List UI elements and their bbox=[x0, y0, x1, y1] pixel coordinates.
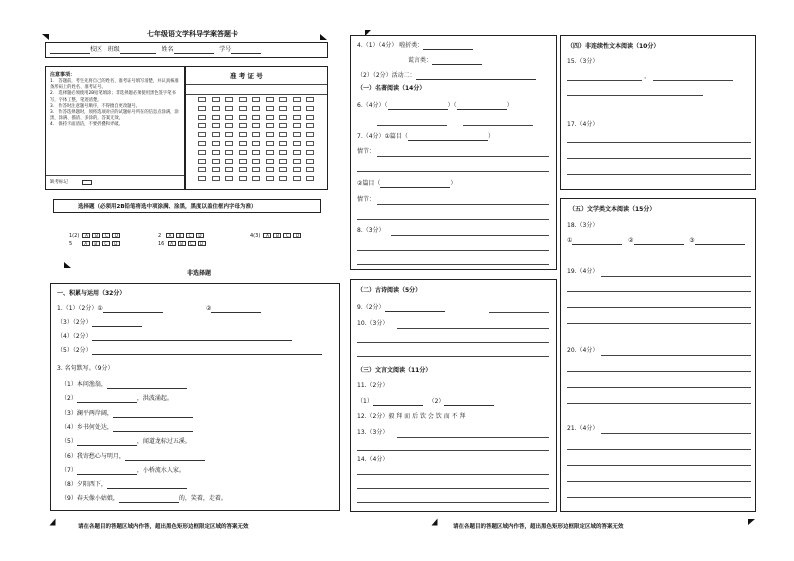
exam-id-bubble[interactable] bbox=[252, 159, 260, 164]
exam-id-bubble[interactable] bbox=[239, 97, 247, 102]
corner-mark-ml bbox=[64, 262, 71, 268]
exam-id-bubble[interactable] bbox=[293, 150, 301, 155]
sec-d-title: （四）非连续性文本阅读（10分） bbox=[567, 43, 660, 50]
exam-id-bubble[interactable] bbox=[293, 167, 301, 172]
exam-id-bubble[interactable] bbox=[198, 176, 206, 181]
exam-id-bubble[interactable] bbox=[293, 159, 301, 164]
exam-id-bubble[interactable] bbox=[252, 115, 260, 120]
answer-blank[interactable] bbox=[113, 425, 193, 432]
exam-id-bubble[interactable] bbox=[266, 141, 274, 146]
exam-id-bubble[interactable] bbox=[306, 106, 314, 111]
exam-id-bubble[interactable] bbox=[239, 115, 247, 120]
poem-line-label: （6）我寄愁心与明月， bbox=[61, 452, 125, 460]
exam-id-bubble[interactable] bbox=[306, 150, 314, 155]
exam-id-bubble[interactable] bbox=[239, 132, 247, 137]
exam-id-bubble[interactable] bbox=[198, 97, 206, 102]
choice-option[interactable]: C bbox=[283, 233, 291, 238]
section1-box bbox=[50, 283, 340, 511]
exam-id-bubble[interactable] bbox=[239, 141, 247, 146]
middle-top-box: 4.（1）（4分） 啦折类： 谎言类： （2）（2分）活动二： （一）名著阅读（14分） 6.（4分）（ ）（ ） 7.（4分）①篇目（ ） 情节： ②篇目（ ） 情节： 8.（3分） bbox=[350, 35, 557, 270]
sheet-title: 七年级语文学科导学案答题卡 bbox=[147, 30, 238, 38]
exam-id-bubble[interactable] bbox=[266, 115, 274, 120]
absent-checkbox[interactable] bbox=[82, 180, 92, 185]
choice-option[interactable]: B bbox=[178, 241, 186, 246]
sec-b-title: （二）古诗阅读（5分） bbox=[357, 287, 422, 294]
choice-option[interactable]: C bbox=[188, 241, 196, 246]
exam-id-bubble[interactable] bbox=[279, 97, 287, 102]
choice-q: 4(3) bbox=[250, 233, 261, 239]
nonchoice-title: 非选择题 bbox=[187, 270, 212, 277]
exam-id-bubble[interactable] bbox=[293, 115, 301, 120]
choice-option[interactable]: C bbox=[102, 233, 110, 238]
q18-label: 18.（3分） bbox=[567, 222, 599, 229]
exam-id-bubble[interactable] bbox=[293, 176, 301, 181]
poem-line bbox=[61, 410, 193, 418]
exam-id-bubble[interactable] bbox=[279, 159, 287, 164]
exam-id-bubble[interactable] bbox=[252, 123, 260, 128]
notice-item: 3. 作答时注意题号顺序，不得擅自更改题号。 bbox=[50, 103, 141, 109]
exam-id-bubble[interactable] bbox=[293, 97, 301, 102]
exam-id-bubble[interactable] bbox=[279, 176, 287, 181]
q15-label: 15.（3分） bbox=[567, 58, 599, 65]
footer-note-right: 请在各题目的答题区域内作答，超出黑色矩形边框限定区域的答案无效 bbox=[453, 524, 624, 530]
exam-id-bubble[interactable] bbox=[252, 106, 260, 111]
exam-id-bubble[interactable] bbox=[225, 115, 233, 120]
q8-label: 8.（3分） bbox=[357, 227, 385, 234]
poem-line-tail: 的，笑着，走着。 bbox=[178, 495, 227, 503]
poem-line bbox=[61, 438, 191, 446]
choice-option[interactable]: D bbox=[112, 241, 120, 246]
right-top-box: （四）非连续性文本阅读（10分） 15.（3分） 、 17.（4分） bbox=[560, 35, 756, 190]
exam-id-bubble[interactable] bbox=[198, 123, 206, 128]
exam-id-bubble[interactable] bbox=[225, 132, 233, 137]
exam-id-box bbox=[185, 66, 328, 190]
exam-id-bubble[interactable] bbox=[266, 176, 274, 181]
exam-id-bubble[interactable] bbox=[239, 106, 247, 111]
corner-mark-tl bbox=[42, 34, 49, 40]
exam-id-bubble[interactable] bbox=[266, 123, 274, 128]
q1-4-label: （4）（2分） bbox=[57, 333, 92, 340]
exam-id-bubble[interactable] bbox=[279, 150, 287, 155]
exam-id-bubble[interactable] bbox=[225, 159, 233, 164]
q14-label: 14.（4分） bbox=[357, 456, 389, 463]
exam-id-bubble[interactable] bbox=[252, 97, 260, 102]
poem-line-label: （9）春天像小姑娘， bbox=[61, 495, 119, 503]
notice-box bbox=[45, 66, 185, 190]
exam-id-bubble[interactable] bbox=[252, 176, 260, 181]
q7-plot-label: 情节： bbox=[357, 148, 376, 155]
exam-id-bubble[interactable] bbox=[212, 132, 220, 137]
q7-label: 7.（4分）①篇目 bbox=[357, 133, 402, 140]
corner-mark-br bbox=[748, 519, 755, 525]
q4-1b-label: 谎言类： bbox=[408, 57, 433, 64]
answer-blank[interactable] bbox=[113, 411, 193, 418]
q11-label: 11.（2分） bbox=[357, 382, 389, 389]
exam-id-bubble[interactable] bbox=[212, 159, 220, 164]
q21-label: 21.（4分） bbox=[567, 425, 599, 432]
choice-option[interactable]: B bbox=[92, 233, 100, 238]
student-info-box bbox=[45, 42, 328, 58]
exam-id-bubble[interactable] bbox=[306, 115, 314, 120]
q18-mark: ① bbox=[567, 237, 573, 244]
poem-line-label: （7） bbox=[61, 466, 77, 474]
poem-line-tail: ，小桥流水人家。 bbox=[136, 466, 185, 474]
exam-id-bubble[interactable] bbox=[198, 115, 206, 120]
exam-id-bubble[interactable] bbox=[198, 106, 206, 111]
notice-item: 3. 作答选择题时，须将选项对应的试题标号所在的信息点涂满，涂黑，涂满、描清、多涂的，答案无效。 bbox=[50, 110, 179, 122]
exam-id-bubble[interactable] bbox=[306, 97, 314, 102]
exam-id-bubble[interactable] bbox=[306, 159, 314, 164]
exam-id-bubble[interactable] bbox=[212, 176, 220, 181]
q1b-label: ② bbox=[206, 305, 212, 312]
notice-item: 4. 保持卡面清洁，不要折叠和弄破。 bbox=[50, 122, 123, 128]
q9-label: 9.（2分） bbox=[357, 304, 385, 311]
choice-option[interactable]: D bbox=[198, 241, 206, 246]
q18-mark: ③ bbox=[689, 237, 695, 244]
exam-id-bubble[interactable] bbox=[212, 115, 220, 120]
exam-id-bubble[interactable] bbox=[198, 132, 206, 137]
exam-id-bubble[interactable] bbox=[225, 123, 233, 128]
exam-id-bubble[interactable] bbox=[293, 106, 301, 111]
exam-id-bubble[interactable] bbox=[306, 141, 314, 146]
choice-header-box bbox=[53, 199, 321, 213]
q3-label: 3. 名句默写。（9分） bbox=[57, 365, 114, 372]
corner-mark-bm bbox=[432, 519, 438, 526]
q4-1-label: 4.（1）（4分） 啦折类： bbox=[357, 42, 424, 49]
choice-q: 1(2) bbox=[69, 233, 80, 239]
exam-id-bubble[interactable] bbox=[279, 132, 287, 137]
notice-item: 2. 选择题必须使用2B铅笔填涂；非选择题必须使用黑色签字笔书写，字体工整，笔迹清楚。 bbox=[50, 91, 176, 103]
exam-id-bubble[interactable] bbox=[306, 167, 314, 172]
poem-line-tail: ，洪波涌起。 bbox=[136, 395, 173, 403]
q10-label: 10.（3分） bbox=[357, 320, 389, 327]
exam-id-bubble[interactable] bbox=[266, 106, 274, 111]
exam-id-bubble[interactable] bbox=[306, 132, 314, 137]
answer-blank[interactable] bbox=[119, 496, 179, 503]
q17-label: 17.（4分） bbox=[567, 121, 599, 128]
exam-id-bubble[interactable] bbox=[279, 106, 287, 111]
choice-option[interactable]: A bbox=[168, 241, 176, 246]
exam-id-title: 准 考 证 号 bbox=[230, 72, 263, 80]
exam-id-bubble[interactable] bbox=[293, 132, 301, 137]
choice-option[interactable]: D bbox=[293, 233, 301, 238]
footer-note-left: 请在各题目的答题区域内作答，超出黑色矩形边框限定区域的答案无效 bbox=[78, 524, 249, 530]
exam-id-bubble[interactable] bbox=[225, 150, 233, 155]
exam-id-bubble[interactable] bbox=[225, 106, 233, 111]
q20-label: 20.（4分） bbox=[567, 347, 599, 354]
school-label: 校区 bbox=[90, 46, 103, 53]
q19-label: 19.（4分） bbox=[567, 268, 599, 275]
q1-3-label: （3）（2分） bbox=[57, 319, 92, 326]
q6-label: 6.（4分） bbox=[357, 102, 385, 109]
exam-id-bubble[interactable] bbox=[279, 123, 287, 128]
notice-heading: 注意事项： bbox=[50, 72, 76, 78]
exam-id-bubble[interactable] bbox=[252, 167, 260, 172]
sec-a-title: （一）名著阅读（14分） bbox=[357, 85, 426, 92]
poem-line-label: （5） bbox=[61, 438, 77, 446]
answer-blank[interactable] bbox=[107, 382, 187, 389]
exam-id-bubble[interactable] bbox=[266, 159, 274, 164]
poem-line bbox=[61, 395, 173, 403]
poem-line bbox=[61, 481, 187, 489]
exam-id-bubble[interactable] bbox=[225, 176, 233, 181]
choice-option[interactable]: B bbox=[273, 233, 281, 238]
poem-line-label: （2） bbox=[61, 395, 77, 403]
poem-line bbox=[61, 467, 185, 475]
q12-label: 12.（2分）毅 拜 而 后 饮 会 饮 而 不 拜 bbox=[357, 413, 466, 420]
q1-5-label: （5）（2分） bbox=[57, 347, 92, 354]
choice-option[interactable]: D bbox=[112, 233, 120, 238]
q13-label: 13.（3分） bbox=[357, 429, 389, 436]
exam-id-bubble[interactable] bbox=[293, 123, 301, 128]
notice-list bbox=[50, 79, 180, 129]
choice-q: 16 bbox=[158, 241, 165, 247]
exam-id-bubble[interactable] bbox=[252, 150, 260, 155]
name-label: 姓名 bbox=[161, 46, 174, 53]
choice-option[interactable]: B bbox=[92, 241, 100, 246]
exam-id-bubble[interactable] bbox=[306, 176, 314, 181]
sec-c-title: （三）文言文阅读（11分） bbox=[357, 367, 432, 374]
exam-id-bubble[interactable] bbox=[266, 97, 274, 102]
id-label: 学号 bbox=[219, 46, 232, 53]
q4-2-label: （2）（2分）活动二： bbox=[357, 72, 416, 79]
exam-id-bubble[interactable] bbox=[239, 176, 247, 181]
exam-id-bubble[interactable] bbox=[239, 167, 247, 172]
exam-id-bubble[interactable] bbox=[293, 141, 301, 146]
exam-id-bubble[interactable] bbox=[239, 123, 247, 128]
exam-id-bubble[interactable] bbox=[212, 123, 220, 128]
choice-q: 2 bbox=[158, 233, 162, 239]
choice-option[interactable]: A bbox=[82, 233, 90, 238]
exam-id-bubble[interactable] bbox=[198, 141, 206, 146]
exam-id-bubble[interactable] bbox=[212, 141, 220, 146]
corner-mark-tr bbox=[320, 34, 327, 40]
exam-id-bubble[interactable] bbox=[279, 115, 287, 120]
choice-option[interactable]: D bbox=[196, 233, 204, 238]
answer-blank[interactable] bbox=[77, 439, 137, 446]
exam-id-bubble[interactable] bbox=[266, 150, 274, 155]
exam-id-bubble[interactable] bbox=[239, 159, 247, 164]
q11-opt: （1） bbox=[357, 398, 373, 405]
exam-id-bubble[interactable] bbox=[279, 167, 287, 172]
answer-blank[interactable] bbox=[125, 454, 205, 461]
poem-line-label: （3）澜平两岸阔， bbox=[61, 409, 113, 417]
choice-option[interactable]: A bbox=[82, 241, 90, 246]
choice-option[interactable]: C bbox=[186, 233, 194, 238]
exam-id-bubble[interactable] bbox=[212, 97, 220, 102]
sec-e-title: （五）文学类文本阅读（15分） bbox=[569, 206, 656, 213]
poem-line bbox=[61, 453, 205, 461]
poem-line bbox=[61, 424, 193, 432]
choice-option[interactable]: C bbox=[102, 241, 110, 246]
exam-id-bubble[interactable] bbox=[266, 132, 274, 137]
choice-header: 选择题（必须用2B铅笔将选中项涂满、涂黑，黑度以盖住框内字母为准） bbox=[78, 204, 257, 210]
poem-line-label: （1）本问渔翁， bbox=[61, 381, 107, 388]
poem-line-label: （8）夕阳西下， bbox=[61, 481, 107, 489]
poem-line bbox=[61, 381, 187, 389]
section1-title: 一、积累与运用（32分） bbox=[57, 290, 126, 297]
q1-label: 1.（1）（2分）① bbox=[57, 305, 103, 312]
choice-option[interactable]: A bbox=[166, 233, 174, 238]
poem-line-label: （4）乡书何处达， bbox=[61, 423, 113, 431]
exam-id-bubble[interactable] bbox=[198, 167, 206, 172]
exam-id-bubble[interactable] bbox=[212, 106, 220, 111]
exam-id-bubble[interactable] bbox=[252, 141, 260, 146]
exam-id-bubble[interactable] bbox=[225, 141, 233, 146]
exam-id-bubble-grid bbox=[198, 97, 323, 187]
choice-option[interactable]: A bbox=[263, 233, 271, 238]
exam-id-bubble[interactable] bbox=[225, 97, 233, 102]
exam-id-bubble[interactable] bbox=[225, 167, 233, 172]
absent-label: 缺考标记 bbox=[50, 180, 68, 185]
choice-option[interactable]: B bbox=[176, 233, 184, 238]
q11-opt: （2） bbox=[428, 398, 445, 405]
poem-line-tail: ，闻道龙标过五溪。 bbox=[136, 438, 191, 446]
exam-id-bubble[interactable] bbox=[252, 132, 260, 137]
exam-id-bubble[interactable] bbox=[306, 123, 314, 128]
answer-blank[interactable] bbox=[77, 396, 137, 403]
poem-line bbox=[61, 495, 227, 503]
notice-item: 1. 答题前，考生先将自己的姓名、准考证号填写清楚，并认真核准条形码上的姓名、准考证号。 bbox=[50, 79, 179, 91]
exam-id-bubble[interactable] bbox=[212, 150, 220, 155]
right-bottom-box bbox=[560, 198, 756, 512]
corner-mark-bl bbox=[50, 519, 56, 526]
q18-mark: ② bbox=[628, 237, 634, 244]
class-label: 班级 bbox=[107, 46, 120, 53]
exam-id-bubble[interactable] bbox=[266, 167, 274, 172]
q7-2-label: ②篇目 bbox=[357, 180, 375, 187]
exam-id-bubble[interactable] bbox=[279, 141, 287, 146]
q7-plot2-label: 情节： bbox=[357, 196, 376, 203]
answer-blank[interactable] bbox=[77, 468, 137, 475]
exam-id-bubble[interactable] bbox=[198, 150, 206, 155]
exam-id-bubble[interactable] bbox=[239, 150, 247, 155]
answer-blank[interactable] bbox=[107, 482, 187, 489]
exam-id-bubble[interactable] bbox=[212, 167, 220, 172]
middle-bottom-box bbox=[350, 279, 557, 512]
exam-id-bubble[interactable] bbox=[198, 159, 206, 164]
choice-q: 5 bbox=[69, 241, 73, 247]
